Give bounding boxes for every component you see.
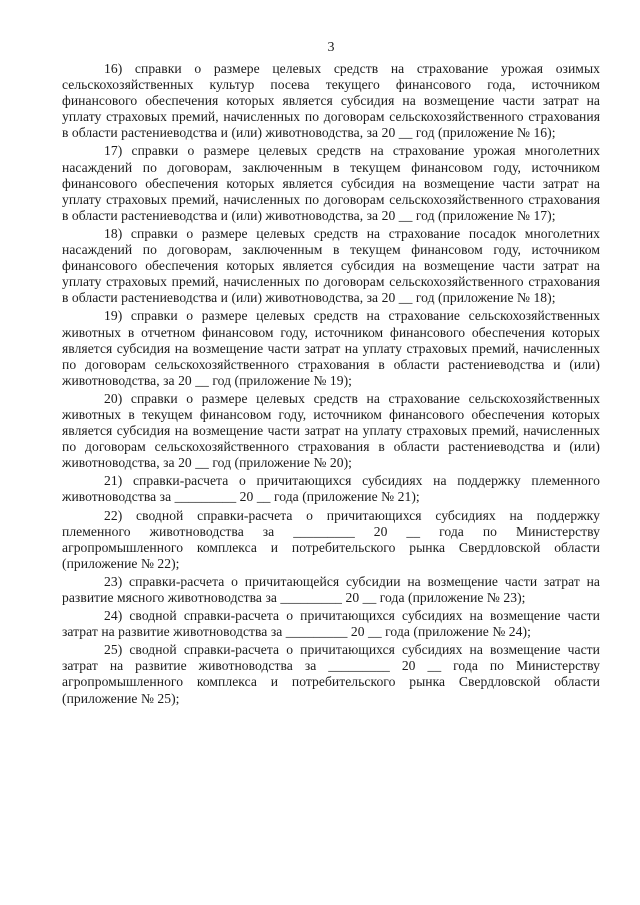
enumerated-list [62,61,600,707]
list-item: 18) справки о размере целевых средств на страхование посадок многолетних насаждений по договорам, заключенным в текущем финансовом году, источником финансового обеспечения которых является субсидия на возмещение части затрат на уплату страховых премий, начисленных по договорам сельскохозяйственного страхования в области растениеводства и (или) животноводства, за 20 __ год (приложение № 18); [62,225,600,306]
list-item: 21) справки-расчета о причитающихся субсидиях на поддержку племенного животноводства за _________ 20 __ года (приложение № 21); [62,473,600,505]
list-item: 20) справки о размере целевых средств на страхование сельскохозяйственных животных в текущем финансовом году, источником финансового обеспечения которых является субсидия на возмещение части затрат на уплату страховых премий, начисленных по договорам сельскохозяйственного страхования в области растениеводства и (или) животноводства, за 20 __ год (приложение № 20); [62,390,600,471]
list-item: 22) сводной справки-расчета о причитающихся субсидиях на поддержку племенного животноводства за _________ 20 __ года по Министерству агропромышленного комплекса и потребительского рынка Свердловской области (приложение № 22); [62,507,600,571]
page-number: 3 [327,40,335,55]
list-item: 24) сводной справки-расчета о причитающихся субсидиях на возмещение части затрат на развитие животноводства за _________ 20 __ года (приложение № 24); [62,608,600,640]
list-item: 19) справки о размере целевых средств на страхование сельскохозяйственных животных в отчетном финансовом году, источником финансового обеспечения которых является субсидия на возмещение части затрат на уплату страховых премий, начисленных по договорам сельскохозяйственного страхования в области растениеводства и (или) животноводства, за 20 __ год (приложение № 19); [62,308,600,388]
list-item: 16) справки о размере целевых средств на страхование урожая озимых сельскохозяйственных культур посева текущего финансового года, источником финансового обеспечения которых является субсидия на возмещение части затрат на уплату страховых премий, начисленных по договорам сельскохозяйственного страхования в области растениеводства и (или) животноводства, за 20 __ год (приложение № 16); [62,61,600,141]
list-item: 25) сводной справки-расчета о причитающихся субсидиях на возмещение части затрат на развитие животноводства за _________ 20 __ года по Министерству агропромышленного комплекса и потребительского рынка Свердловской области (приложение № 25); [62,642,600,706]
list-item: 17) справки о размере целевых средств на страхование урожая многолетних насаждений по договорам, заключенным в текущем финансовом году, источником финансового обеспечения которых является субсидия на возмещение части затрат на уплату страховых премий, начисленных по договорам сельскохозяйственного страхования в области растениеводства и (или) животноводства, за 20 __ год (приложение № 17); [62,143,600,223]
list-item: 23) справки-расчета о причитающейся субсидии на возмещение части затрат на развитие мясного животноводства за _________ 20 __ года (приложение № 23); [62,573,600,605]
